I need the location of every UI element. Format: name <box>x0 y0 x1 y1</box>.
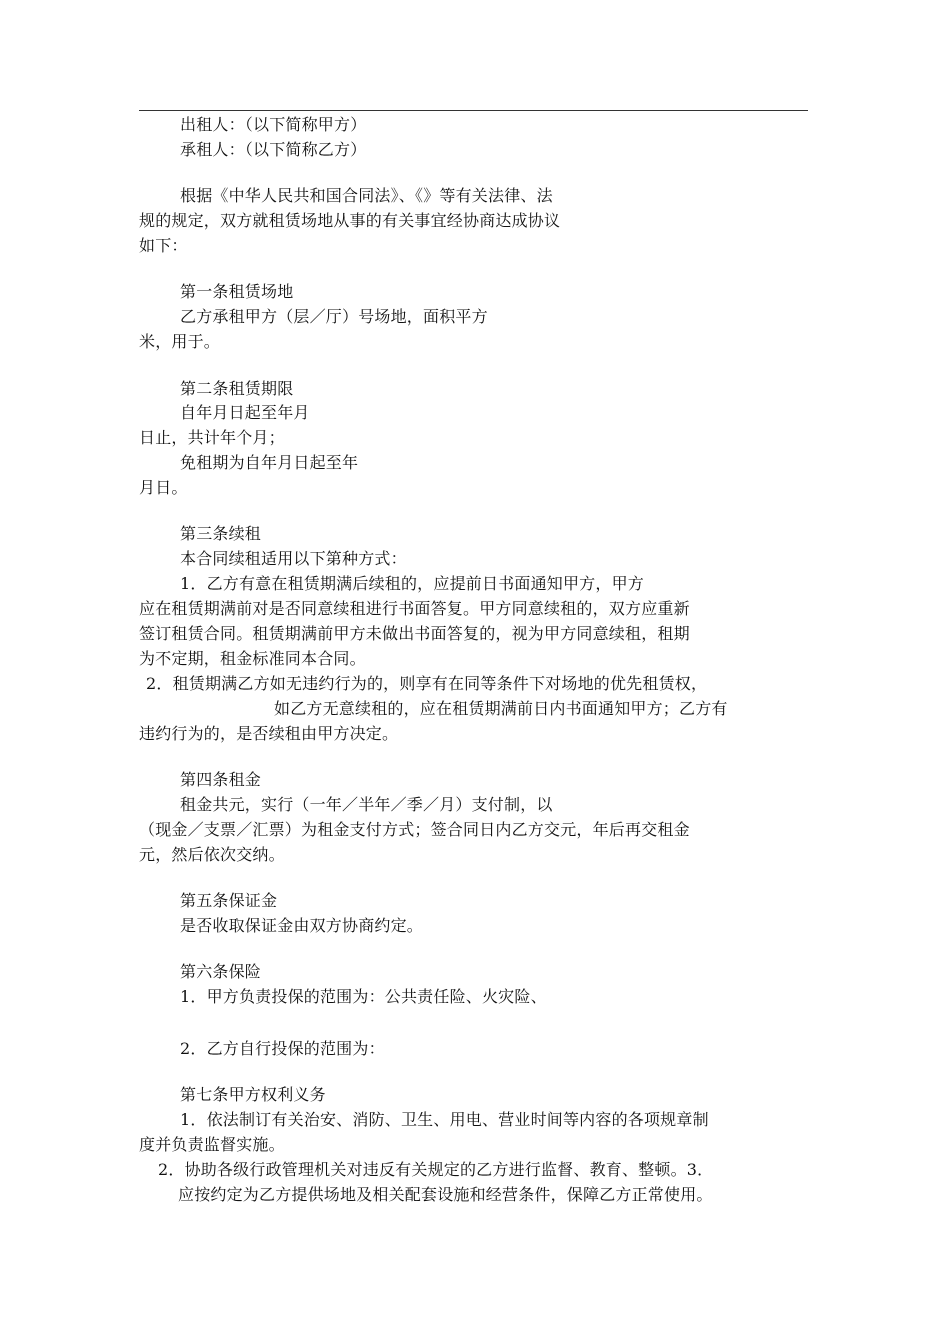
lessor-line: 出租人：（以下简称甲方） <box>180 115 367 134</box>
article-7-heading: 第七条甲方权利义务 <box>180 1085 326 1104</box>
article-3-line: 违约行为的，是否续租由甲方决定。 <box>139 724 399 743</box>
preamble-line: 如下： <box>139 236 188 255</box>
article-3-line: 签订租赁合同。租赁期满前甲方未做出书面答复的，视为甲方同意续租，租期 <box>139 624 690 643</box>
article-2-line: 免租期为自年月日起至年 <box>180 453 359 472</box>
article-2-line: 日止，共计年个月； <box>139 428 285 447</box>
article-1-line: 乙方承租甲方（层／厅）号场地，面积平方 <box>180 307 488 326</box>
article-2-line: 自年月日起至年月 <box>180 403 310 422</box>
article-5-heading: 第五条保证金 <box>180 891 278 910</box>
header-rule <box>139 110 808 111</box>
article-5-line: 是否收取保证金由双方协商约定。 <box>180 916 424 935</box>
article-4-line: 租金共元，实行（一年／半年／季／月）支付制，以 <box>180 795 553 814</box>
article-7-line: 度并负责监督实施。 <box>139 1135 285 1154</box>
article-7-line: 应按约定为乙方提供场地及相关配套设施和经营条件，保障乙方正常使用。 <box>178 1185 713 1204</box>
article-7-line: 2．协助各级行政管理机关对违反有关规定的乙方进行监督、教育、整顿。3． <box>158 1160 714 1179</box>
article-3-line: 为不定期，租金标准同本合同。 <box>139 649 366 668</box>
lessee-line: 承租人：（以下简称乙方） <box>180 140 367 159</box>
article-1-line: 米，用于。 <box>139 332 221 351</box>
preamble-line: 根据《中华人民共和国合同法》、《》等有关法律、法 <box>180 186 553 205</box>
article-6-line: 2．乙方自行投保的范围为： <box>180 1039 385 1058</box>
article-3-line: 1．乙方有意在租赁期满后续租的，应提前日书面通知甲方，甲方 <box>180 574 644 593</box>
article-6-line: 1．甲方负责投保的范围为：公共责任险、火灾险、 <box>180 987 547 1006</box>
article-4-line: 元，然后依次交纳。 <box>139 845 285 864</box>
article-3-line: 应在租赁期满前对是否同意续租进行书面答复。甲方同意续租的，双方应重新 <box>139 599 690 618</box>
article-7-line: 1．依法制订有关治安、消防、卫生、用电、营业时间等内容的各项规章制 <box>180 1110 709 1129</box>
article-2-line: 月日。 <box>139 478 188 497</box>
article-3-line: 本合同续租适用以下第种方式： <box>180 549 407 568</box>
article-3-line: 如乙方无意续租的，应在租赁期满前日内书面通知甲方；乙方有 <box>274 699 728 718</box>
article-4-line: （现金／支票／汇票）为租金支付方式；签合同日内乙方交元，年后再交租金 <box>139 820 690 839</box>
article-6-heading: 第六条保险 <box>180 962 262 981</box>
article-2-heading: 第二条租赁期限 <box>180 379 294 398</box>
preamble-line: 规的规定，双方就租赁场地从事的有关事宜经协商达成协议 <box>139 211 561 230</box>
article-3-line: 2．租赁期满乙方如无违约行为的，则享有在同等条件下对场地的优先租赁权， <box>146 674 708 693</box>
article-1-heading: 第一条租赁场地 <box>180 282 294 301</box>
article-3-heading: 第三条续租 <box>180 524 262 543</box>
article-4-heading: 第四条租金 <box>180 770 262 789</box>
